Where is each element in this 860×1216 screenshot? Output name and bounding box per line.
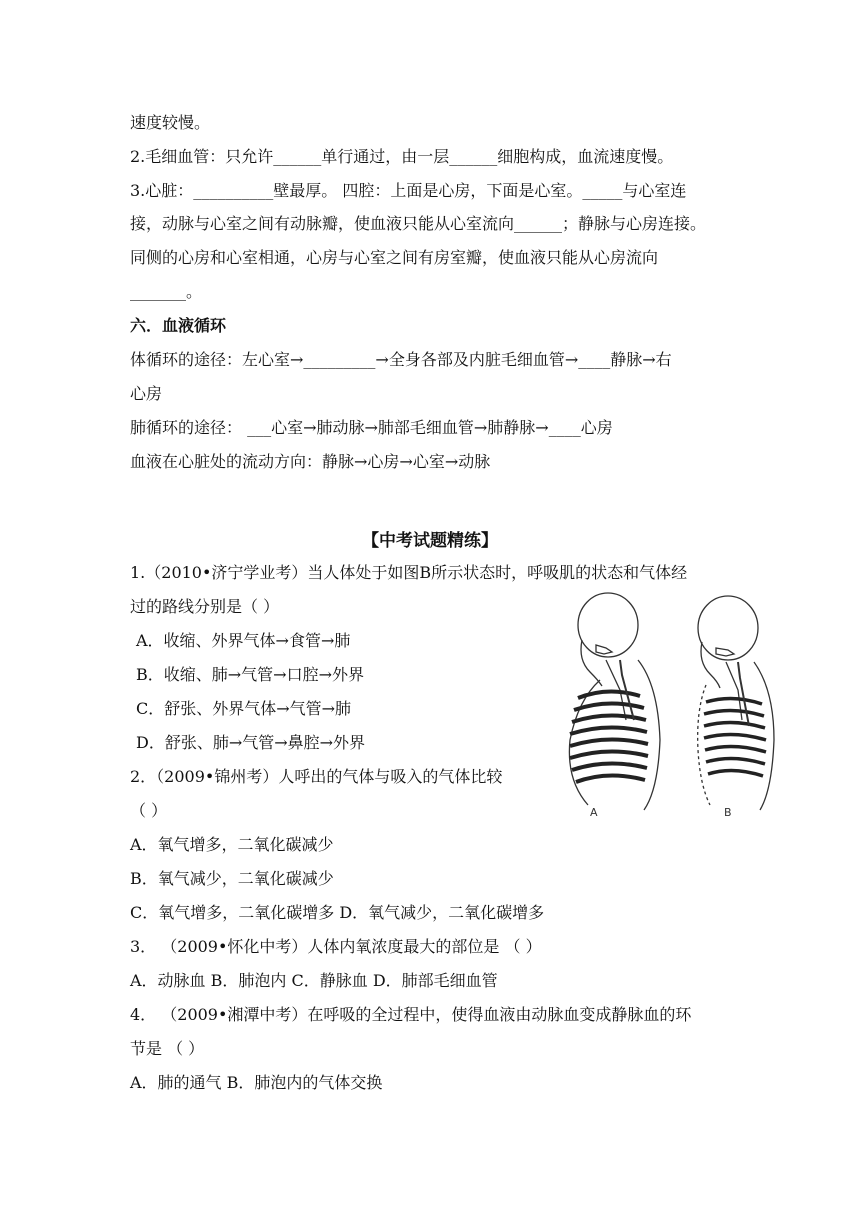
text-line-10: 肺循环的途径： ___心室→肺动脉→肺部毛细血管→肺静脉→____心房 xyxy=(130,418,613,437)
figure-b-spine xyxy=(738,662,749,726)
breathing-figure xyxy=(548,590,788,828)
question-2-options-cd: C．氧气增多，二氧化碳增多 D．氧气减少，二氧化碳增多 xyxy=(130,903,545,922)
text-line-4: 接，动脉与心室之间有动脉瓣，使血液只能从心室流向______；静脉与心房连接。 xyxy=(130,214,707,233)
question-1-option-d: D．舒张、肺→气管→鼻腔→外界 xyxy=(136,733,366,752)
question-2-option-b: B．氧气减少，二氧化碳减少 xyxy=(130,869,334,888)
question-3-line-1: 3． （2009•怀化中考）人体内氧浓度最大的部位是 （ ） xyxy=(130,937,542,956)
question-1-line-1: 1.（2010•济宁学业考）当人体处于如图B所示状态时，呼吸肌的状态和气体经 xyxy=(130,563,688,582)
text-line-2: 2.毛细血管：只允许______单行通过，由一层______细胞构成，血流速度慢。 xyxy=(130,147,674,166)
text-line-11: 血液在心脏处的流动方向：静脉→心房→心室→动脉 xyxy=(130,452,491,471)
exam-section-title: 【中考试题精练】 xyxy=(362,531,498,551)
question-4-options-ab: A．肺的通气 B．肺泡内的气体交换 xyxy=(130,1073,383,1092)
question-1-option-b: B．收缩、肺→气管→口腔→外界 xyxy=(136,665,364,684)
breathing-diagram xyxy=(548,590,788,828)
question-4-line-1: 4． （2009•湘潭中考）在呼吸的全过程中，使得血液由动脉血变成静脉血的环 xyxy=(130,1005,692,1024)
section-heading-circulation: 六．血液循环 xyxy=(130,316,227,335)
question-2-line-2: （ ） xyxy=(130,801,168,820)
question-1-option-c: C．舒张、外界气体→气管→肺 xyxy=(136,699,352,718)
question-1-line-2: 过的路线分别是（ ） xyxy=(130,597,280,616)
question-1-option-a: A．收缩、外界气体→食管→肺 xyxy=(136,631,351,650)
question-2-option-a: A．氧气增多，二氧化碳减少 xyxy=(130,835,334,854)
figure-b-ribs xyxy=(704,698,766,776)
figure-a-spine xyxy=(620,660,634,720)
question-2-line-1: 2．（2009•锦州考）人呼出的气体与吸入的气体比较 xyxy=(130,767,503,786)
question-4-line-2: 节是 （ ） xyxy=(130,1039,205,1058)
question-3-options: A．动脉血 B．肺泡内 C．静脉血 D．肺部毛细血管 xyxy=(130,971,498,990)
text-line-5: 同侧的心房和心室相通，心房与心室之间有房室瓣，使血液只能从心房流向 xyxy=(130,248,659,267)
figure-b-label: B xyxy=(724,806,732,819)
figure-b-body xyxy=(698,596,774,810)
text-line-8: 体循环的途径：左心室→_________→全身各部及内脏毛细血管→____静脉→右 xyxy=(130,350,672,369)
text-line-3: 3.心脏：__________壁最厚。 四腔：上面是心房，下面是心室。_____与心室连 xyxy=(130,181,687,200)
text-line-9: 心房 xyxy=(130,384,163,403)
figure-a-label: A xyxy=(590,806,598,819)
text-line-6: _______。 xyxy=(130,282,203,301)
text-line-1: 速度较慢。 xyxy=(130,113,211,132)
